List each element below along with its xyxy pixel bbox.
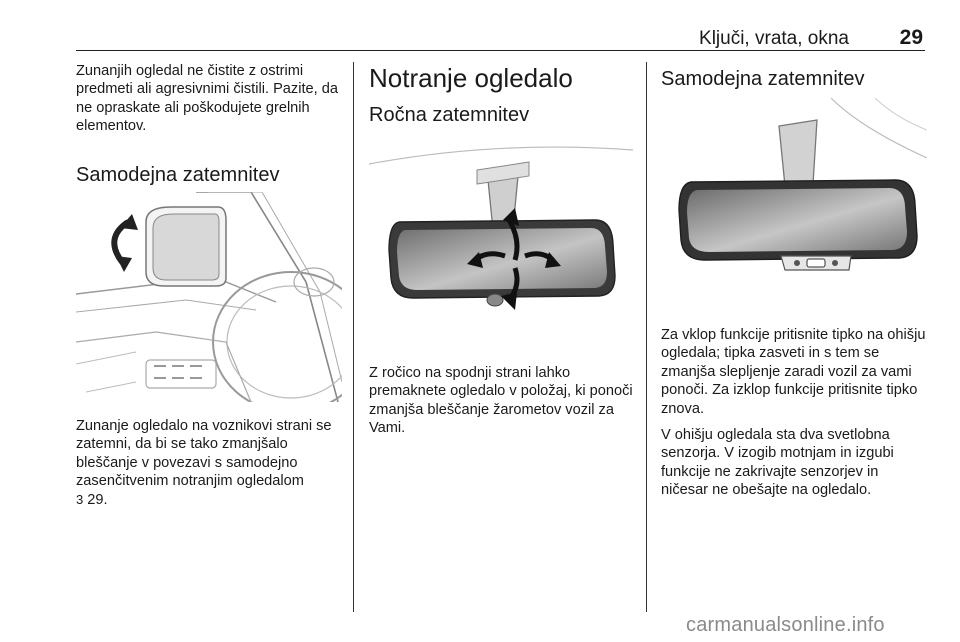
column-1-body	[76, 417, 342, 509]
column-1	[76, 62, 342, 188]
page-reference-link[interactable]: 29.	[87, 491, 108, 508]
column-2	[369, 62, 633, 128]
column-divider	[353, 62, 354, 612]
mirror-cleaning-warning: Zunanjih ogledal ne čistite z ostrimi predmeti ali agresivnimi čistili. Pazite, da ne opraskate ali poškodujete grelnih elementov.	[76, 63, 338, 135]
page-reference-icon: 3	[76, 491, 84, 507]
page-header	[76, 24, 925, 51]
manual-dimming-mirror-illustration	[369, 140, 633, 350]
exterior-mirror-description: Zunanje ogledalo na voznikovi strani se zatemni, da bi se tako zmanjšalo bleščanje v povezavi s samodejno zasenčitvenim notranjim ogledalom	[76, 418, 332, 490]
manual-dimming-description: Z ročico na spodnji strani lahko premaknete ogledalo v položaj, ki ponoči zmanjša bleščanje žarometov vozil za Vami.	[369, 365, 633, 437]
chapter-title: Ključi, vrata, okna	[699, 28, 849, 49]
column-3	[661, 62, 927, 92]
auto-dimming-activation-text: Za vklop funkcije pritisnite tipko na ohišju ogledala; tipka zasveti in s tem se zmanjša slepljenje zaradi vozil za vami ponoči. Za izklop funkcije pritisnite tipko znova.	[661, 327, 926, 417]
column-2-body	[369, 364, 633, 438]
subsection-heading-manual-dimming: Ročna zatemnitev	[369, 104, 530, 126]
watermark: carmanualsonline.info	[686, 614, 885, 636]
section-heading-interior-mirror: Notranje ogledalo	[369, 63, 573, 93]
page-number: 29	[899, 26, 923, 49]
column-divider	[646, 62, 647, 612]
exterior-mirror-illustration	[76, 192, 342, 402]
section-heading-auto-dimming-exterior: Samodejna zatemnitev	[76, 163, 280, 186]
section-heading-auto-dimming-interior: Samodejna zatemnitev	[661, 68, 865, 90]
auto-dimming-mirror-illustration	[661, 98, 927, 310]
column-3-body	[661, 326, 927, 500]
auto-dimming-sensor-text: V ohišju ogledala sta dva svetlobna senzorja. V izogib motnjam in izgubi funkcije ne zakrivajte senzorjev in ničesar ne obešajte na ogledalo.	[661, 427, 894, 499]
